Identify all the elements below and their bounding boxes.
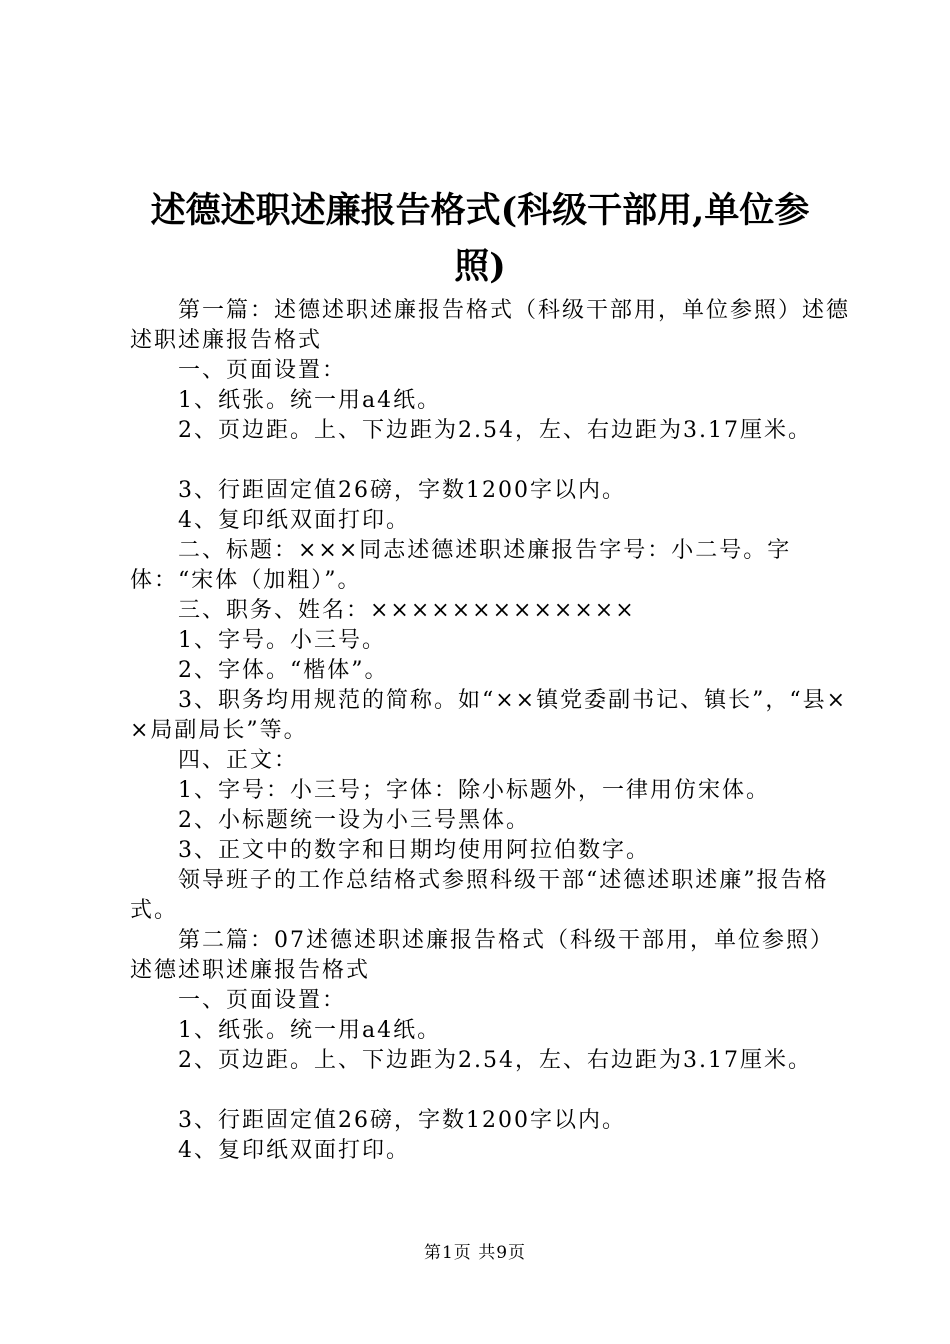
document-body [130,296,852,1166]
paragraph-title-format: 二、标题：×××同志述德述职述廉报告字号：小二号。字体：“宋体（加粗）”。 [130,538,792,593]
paragraph-chapter-1-heading: 第一篇：述德述职述廉报告格式（科级干部用，单位参照）述德述职述廉报告格式 [130,298,851,353]
paragraph-numbers: 3、正文中的数字和日期均使用阿拉伯数字。 [178,838,650,863]
document-title [130,183,830,295]
paragraph-page-setup-2: 一、页面设置： [178,988,347,1013]
paragraph-body-font: 1、字号：小三号；字体：除小标题外，一律用仿宋体。 [178,778,770,803]
paragraph-body-heading: 四、正文： [178,748,299,773]
title-line-1: 述德述职述廉报告格式(科级干部用,单位参 [150,190,810,231]
paragraph-paper-2: 1、纸张。统一用a4纸。 [178,1018,442,1043]
paragraph-margins-2: 2、页边距。上、下边距为2.54，左、右边距为3.17厘米。 [178,1048,812,1073]
paragraph-position-abbrev: 3、职务均用规范的简称。如“××镇党委副书记、镇长”，“县××局副局长”等。 [130,688,848,743]
page-number-footer: 第1页 共9页 [423,1243,527,1263]
paragraph-page-setup: 一、页面设置： [178,358,347,383]
paragraph-position-name: 三、职务、姓名：××××××××××××× [178,598,636,623]
paragraph-subheading: 2、小标题统一设为小三号黑体。 [178,808,530,833]
paragraph-font-size: 1、字号。小三号。 [178,628,386,653]
blank-line [130,1076,852,1106]
blank-line [130,446,852,476]
paragraph-font: 2、字体。“楷体”。 [178,658,389,683]
paragraph-line-spacing-2: 3、行距固定值26磅，字数1200字以内。 [178,1108,626,1133]
paragraph-line-spacing: 3、行距固定值26磅，字数1200字以内。 [178,478,626,503]
paragraph-chapter-2-heading: 第二篇：07述德述职述廉报告格式（科级干部用，单位参照）述德述职述廉报告格式 [130,928,834,983]
paragraph-leadership: 领导班子的工作总结格式参照科级干部“述德述职述廉”报告格式。 [130,868,829,923]
paragraph-margins: 2、页边距。上、下边距为2.54，左、右边距为3.17厘米。 [178,418,812,443]
title-line-2: 照) [454,246,506,287]
paragraph-printing-2: 4、复印纸双面打印。 [178,1138,410,1163]
paragraph-paper: 1、纸张。统一用a4纸。 [178,388,442,413]
paragraph-printing: 4、复印纸双面打印。 [178,508,410,533]
